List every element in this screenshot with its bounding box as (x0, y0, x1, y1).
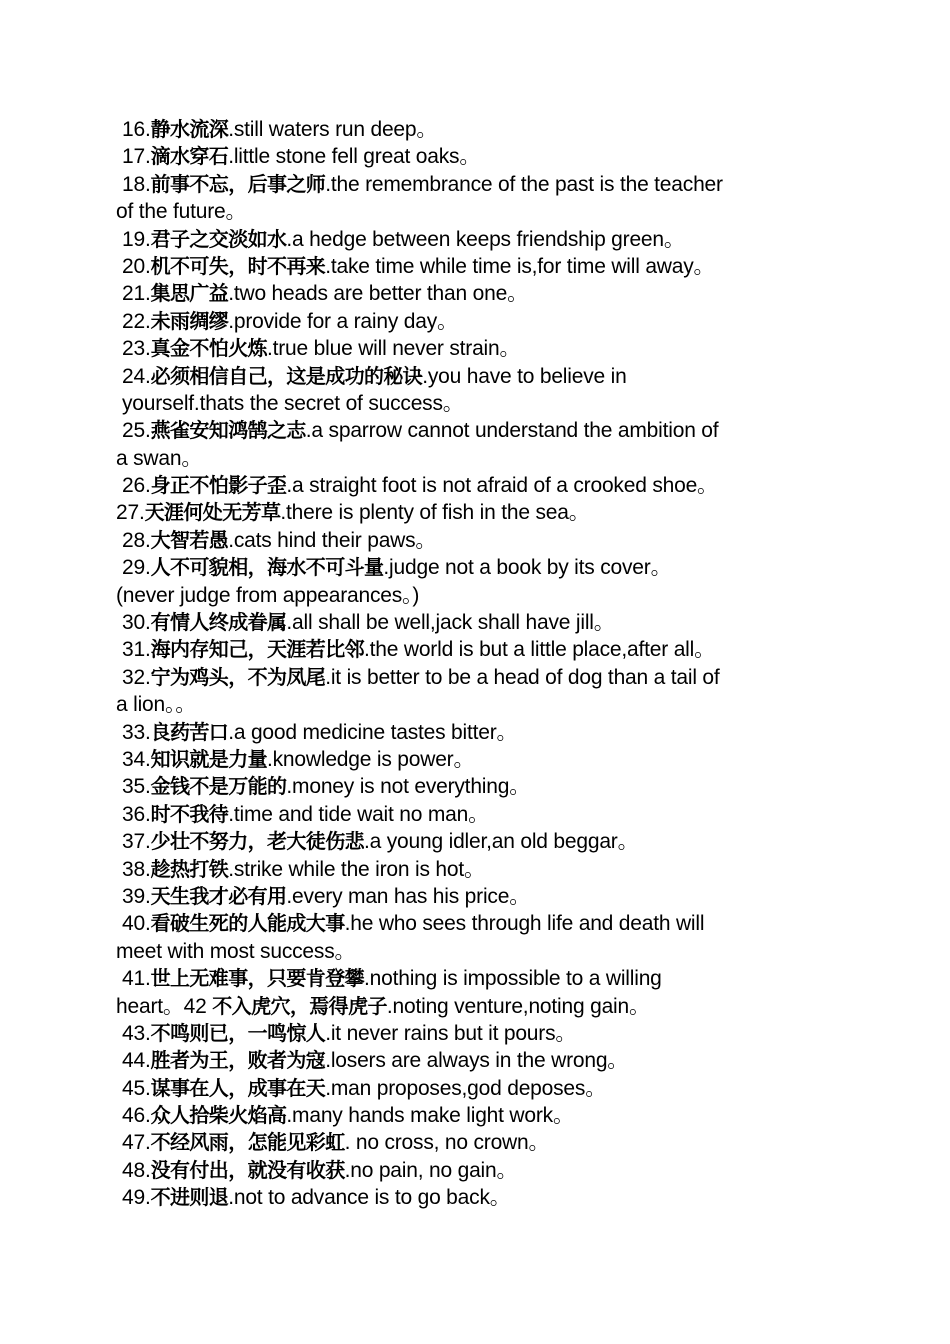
proverb-line (116, 883, 840, 910)
proverb-line (116, 1129, 840, 1156)
english-translation: .a good medicine tastes bitter。 (228, 720, 518, 744)
english-translation: of the future。 (116, 200, 247, 224)
proverb-line (116, 773, 840, 800)
proverb-number: 24. (122, 364, 151, 388)
chinese-proverb: 良药苦口 (150, 719, 229, 744)
english-translation: .it is better to be a head of dog than a tail of (325, 665, 720, 689)
english-translation: .nothing is impossible to a willing (364, 967, 662, 991)
proverb-number: 23. (122, 337, 151, 361)
english-translation: .true blue will never strain。 (267, 337, 521, 361)
proverb-line (116, 335, 840, 362)
chinese-proverb: 未雨绸缪 (150, 308, 229, 333)
english-translation: .you have to believe in (422, 364, 627, 388)
proverb-number: 41. (122, 967, 151, 991)
proverb-line (116, 719, 840, 746)
english-translation: .many hands make light work。 (286, 1104, 574, 1128)
proverb-list (116, 116, 840, 1212)
chinese-proverb: 宁为鸡头，不为凤尾 (150, 664, 326, 689)
proverb-number: 18. (122, 172, 151, 196)
proverb-number: 32. (122, 665, 151, 689)
proverb-number: 35. (122, 775, 151, 799)
chinese-proverb: 不经风雨，怎能见彩虹 (150, 1130, 345, 1155)
proverb-line (116, 801, 840, 828)
proverb-line (116, 198, 840, 225)
proverb-line (116, 527, 840, 554)
proverb-line (116, 856, 840, 883)
proverb-number: 44. (122, 1049, 151, 1073)
proverb-number: 46. (122, 1104, 151, 1128)
english-translation: .the world is but a little place,after all。 (364, 638, 715, 662)
proverb-line (116, 1075, 840, 1102)
proverb-line (116, 280, 840, 307)
english-translation: .there is plenty of fish in the sea。 (280, 501, 590, 525)
proverb-line (116, 308, 840, 335)
chinese-proverb: 集思广益 (150, 281, 229, 306)
proverb-number: 20. (122, 254, 151, 278)
proverb-line (116, 938, 840, 965)
chinese-proverb: 真金不怕火炼 (150, 336, 267, 361)
proverb-line (116, 116, 840, 143)
english-translation: .a sparrow cannot understand the ambition of (305, 419, 719, 443)
english-translation: . no cross, no crown。 (344, 1131, 550, 1155)
proverb-line (116, 664, 840, 691)
proverb-number: 48. (122, 1158, 151, 1182)
proverb-number: 43. (122, 1021, 151, 1045)
proverb-line (116, 1047, 840, 1074)
english-translation: .a young idler,an old beggar。 (364, 830, 639, 854)
proverb-number: 37. (122, 830, 151, 854)
english-translation: .little stone fell great oaks。 (228, 145, 481, 169)
proverb-line (116, 910, 840, 937)
proverb-line (116, 746, 840, 773)
chinese-proverb: 不进则退 (150, 1185, 229, 1210)
proverb-line (116, 1157, 840, 1184)
proverb-number: 26. (122, 474, 151, 498)
english-translation: .man proposes,god deposes。 (325, 1076, 607, 1100)
proverb-number: 29. (122, 556, 151, 580)
english-translation: .knowledge is power。 (267, 747, 475, 771)
english-translation: .all shall be well,jack shall have jill。 (286, 611, 615, 635)
english-translation: .not to advance is to go back。 (228, 1186, 511, 1210)
chinese-proverb: 没有付出，就没有收获 (150, 1157, 345, 1182)
proverb-line (116, 226, 840, 253)
proverb-line (116, 253, 840, 280)
proverb-number: 36. (122, 802, 151, 826)
english-translation: .judge not a book by its cover。 (383, 556, 672, 580)
proverb-number: 45. (122, 1076, 151, 1100)
proverb-number: 16. (122, 118, 151, 141)
proverb-number: 33. (122, 720, 151, 744)
proverb-line (116, 1102, 840, 1129)
proverb-line (116, 965, 840, 992)
proverb-line (116, 828, 840, 855)
english-translation: .a hedge between keeps friendship green。 (286, 227, 685, 251)
proverb-line (116, 472, 840, 499)
english-translation: heart。42 (116, 994, 213, 1018)
proverb-number: 39. (122, 884, 151, 908)
english-translation: .provide for a rainy day。 (228, 309, 458, 333)
proverb-number: 38. (122, 857, 151, 881)
proverb-number: 22. (122, 309, 151, 333)
proverb-line (116, 499, 840, 526)
chinese-proverb: 时不我待 (150, 801, 229, 826)
english-translation: .he who sees through life and death will (344, 912, 705, 936)
english-translation: .strike while the iron is hot。 (228, 857, 485, 881)
chinese-proverb: 看破生死的人能成大事 (150, 911, 345, 936)
english-translation: .cats hind their paws。 (228, 528, 437, 552)
chinese-proverb: 身正不怕影子歪 (150, 473, 287, 498)
chinese-proverb: 世上无难事，只要肯登攀 (150, 966, 364, 991)
proverb-number: 49. (122, 1186, 151, 1210)
english-translation: .no pain, no gain。 (344, 1158, 518, 1182)
proverb-line (116, 636, 840, 663)
proverb-line (116, 1020, 840, 1047)
chinese-proverb: 不鸣则已，一鸣惊人 (150, 1020, 326, 1045)
chinese-proverb: 静水流深 (150, 117, 229, 141)
proverb-number: 19. (122, 227, 151, 251)
english-translation: .still waters run deep。 (228, 118, 438, 141)
chinese-proverb: 金钱不是万能的 (150, 774, 287, 799)
proverb-line (116, 691, 840, 718)
english-translation: meet with most success。 (116, 939, 356, 963)
chinese-proverb: 燕雀安知鸿鹄之志 (150, 418, 306, 443)
proverb-line (116, 993, 840, 1020)
proverb-number: 28. (122, 528, 151, 552)
chinese-proverb: 滴水穿石 (150, 144, 229, 169)
chinese-proverb: 谋事在人，成事在天 (150, 1075, 326, 1100)
proverb-line (116, 171, 840, 198)
chinese-proverb: 有情人终成眷属 (150, 610, 287, 635)
english-translation: .losers are always in the wrong。 (325, 1049, 629, 1073)
english-translation: .noting venture,noting gain。 (386, 994, 650, 1018)
proverb-number: 31. (122, 638, 151, 662)
proverb-number: 27. (116, 501, 145, 525)
proverb-line (116, 143, 840, 170)
english-translation: .every man has his price。 (286, 884, 531, 908)
english-translation: .the remembrance of the past is the teacher (325, 172, 723, 196)
english-translation: yourself.thats the secret of success。 (122, 391, 464, 415)
proverb-number: 30. (122, 611, 151, 635)
chinese-proverb: 天生我才必有用 (150, 883, 287, 908)
proverb-line (116, 554, 840, 581)
english-translation: .money is not everything。 (286, 775, 531, 799)
proverb-line (116, 609, 840, 636)
proverb-line (116, 582, 840, 609)
proverb-line (116, 445, 840, 472)
proverb-number: 34. (122, 747, 151, 771)
chinese-proverb: 趁热打铁 (150, 856, 229, 881)
english-translation: .take time while time is,for time will away。 (325, 254, 715, 278)
proverb-line (116, 390, 840, 417)
chinese-proverb: 大智若愚 (150, 527, 229, 552)
proverb-line (116, 417, 840, 444)
chinese-proverb: 胜者为王，败者为寇 (150, 1048, 326, 1073)
proverb-line (116, 1184, 840, 1211)
proverb-number: 47. (122, 1131, 151, 1155)
english-translation: a swan。 (116, 446, 203, 470)
proverb-number: 25. (122, 419, 151, 443)
proverb-number: 17. (122, 145, 151, 169)
english-translation: .two heads are better than one。 (228, 282, 528, 306)
chinese-proverb: 前事不忘，后事之师 (150, 171, 326, 196)
english-translation: a lion。。 (116, 693, 197, 717)
chinese-proverb: 众人拾柴火焰高 (150, 1103, 287, 1128)
chinese-proverb: 海内存知己，天涯若比邻 (150, 637, 364, 662)
chinese-proverb: 少壮不努力，老大徒伤悲 (150, 829, 364, 854)
english-translation: .it never rains but it pours。 (325, 1021, 577, 1045)
proverb-number: 40. (122, 912, 151, 936)
chinese-proverb: 机不可失，时不再来 (150, 253, 326, 278)
chinese-proverb: 君子之交淡如水 (150, 226, 287, 251)
proverb-number: 21. (122, 282, 151, 306)
chinese-proverb: 必须相信自己，这是成功的秘诀 (150, 363, 423, 388)
english-translation: .a straight foot is not afraid of a crooked shoe。 (286, 474, 718, 498)
english-translation: .time and tide wait no man。 (228, 802, 489, 826)
chinese-proverb: 不入虎穴，焉得虎子 (212, 993, 387, 1018)
proverb-line (116, 363, 840, 390)
chinese-proverb: 人不可貌相，海水不可斗量 (150, 555, 384, 580)
english-translation: (never judge from appearances。) (116, 583, 420, 607)
chinese-proverb: 天涯何处无芳草 (144, 500, 281, 525)
chinese-proverb: 知识就是力量 (150, 746, 267, 771)
